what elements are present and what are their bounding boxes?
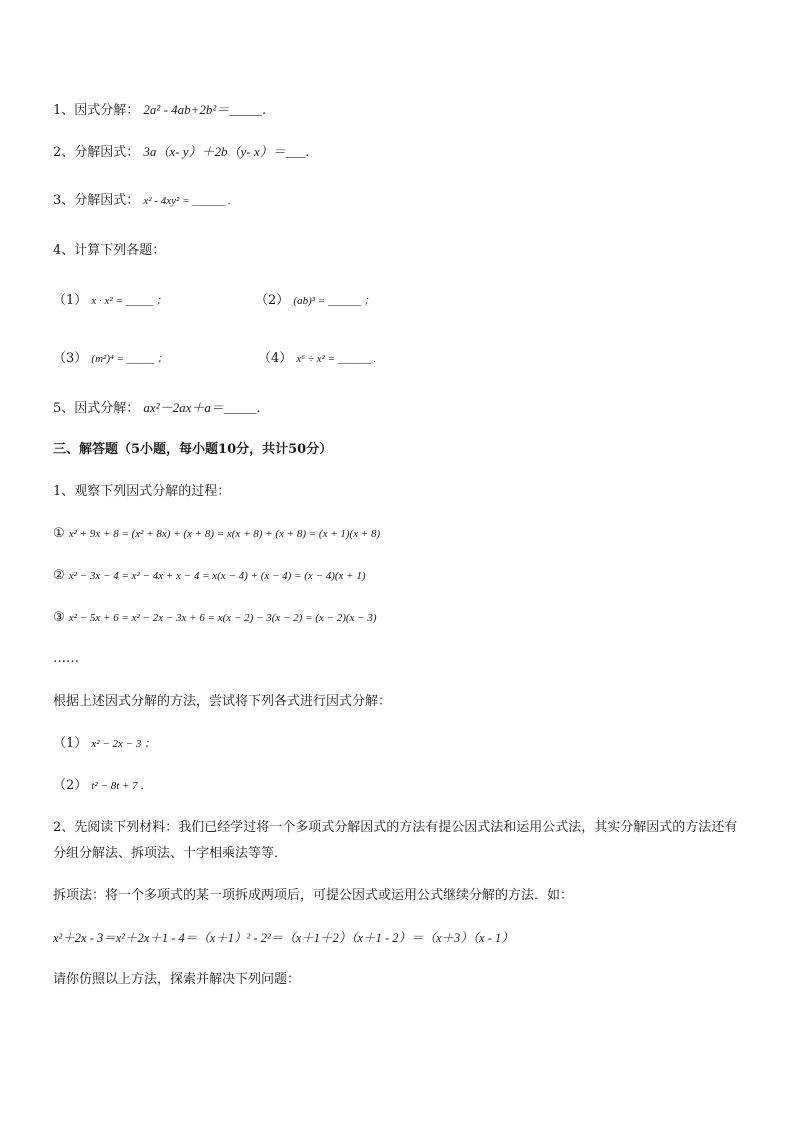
question-4-part-3-expression: (m²)⁴ = _____ ； [91,353,168,365]
problem-1-sub-1 [53,735,155,753]
section-3-heading: 三、解答题（5小题，每小题10分，共计50分） [53,442,333,457]
step-3-expression: x² − 5x + 6 = x² − 2x − 3x + 6 = x(x − 2) − 3(x − 2) = (x − 2)(x − 3) [68,612,377,624]
problem-2-intro: 2、先阅读下列材料：我们已经学过将一个多项式分解因式的方法有提公因式法和运用公式法，其实分解因式的方法还有分组分解法、拆项法、十字相乘法等等． [53,820,738,861]
question-4-label: 4、计算下列各题： [53,243,166,258]
question-1-label: 1、因式分解： [53,103,140,118]
question-5 [53,399,269,418]
step-2-marker: ② [53,568,65,583]
question-1-expression: 2a² - 4ab+2b²＝_____． [143,102,275,117]
question-5-expression: ax²－2ax＋a＝_____． [143,400,270,415]
problem-1-sub-2 [53,777,151,795]
question-4-part-2-expression: (ab)³ = ______ ； [293,295,375,307]
question-3-expression: x² - 4xy² = ______ . [143,195,231,207]
question-4-part-4-expression: x⁶ ÷ x² = ______ . [296,353,377,365]
sub-1-expression: x² − 2x − 3 ； [91,738,156,750]
problem-2-closing: 请你仿照以上方法，探索并解决下列问题： [53,972,301,987]
question-4-part-2-label: （2） [255,293,290,308]
problem-1-step-2 [53,567,366,585]
question-2 [53,143,318,162]
question-2-expression: 3a（x- y）＋2b（y- x）＝___． [143,144,319,159]
question-4-part-4-label: （4） [258,351,293,366]
sub-2-expression: t² − 8t + 7 ． [91,780,152,792]
ellipsis: …… [53,651,79,666]
question-4-part-1-expression: x · x² = _____ ； [91,295,167,307]
problem-2-method: 拆项法：将一个多项式的某一项拆成两项后，可提公因式或运用公式继续分解的方法．如： [53,888,574,903]
question-4-part-1 [53,292,167,310]
problem-1-intro: 1、观察下列因式分解的过程： [53,484,231,499]
question-4-part-4 [258,350,376,368]
step-2-expression: x² − 3x − 4 = x² − 4x + x − 4 = x(x − 4) + (x − 4) = (x − 4)(x + 1) [68,570,366,582]
problem-1-step-1 [53,525,380,543]
problem-1-step-3 [53,609,377,627]
question-2-label: 2、分解因式： [53,145,140,160]
question-5-label: 5、因式分解： [53,401,140,416]
question-4-part-3 [53,350,168,368]
step-1-marker: ① [53,526,65,541]
question-4-part-1-label: （1） [53,293,88,308]
question-3 [53,192,231,210]
question-3-label: 3、分解因式： [53,193,140,208]
question-1 [53,101,275,120]
question-4-part-3-label: （3） [53,351,88,366]
problem-2-example: x²＋2x - 3＝x²＋2x＋1 - 4＝（x＋1）² - 2²＝（x＋1＋2）（x＋1 - 2）＝（x＋3）（x - 1） [53,931,514,945]
sub-2-label: （2） [53,778,88,793]
sub-1-label: （1） [53,736,88,751]
step-3-marker: ③ [53,610,65,625]
step-1-expression: x² + 9x + 8 = (x² + 8x) + (x + 8) = x(x + 8) + (x + 8) = (x + 1)(x + 8) [68,528,381,540]
question-4-part-2 [255,292,375,310]
problem-1-task: 根据上述因式分解的方法，尝试将下列各式进行因式分解： [53,694,392,709]
